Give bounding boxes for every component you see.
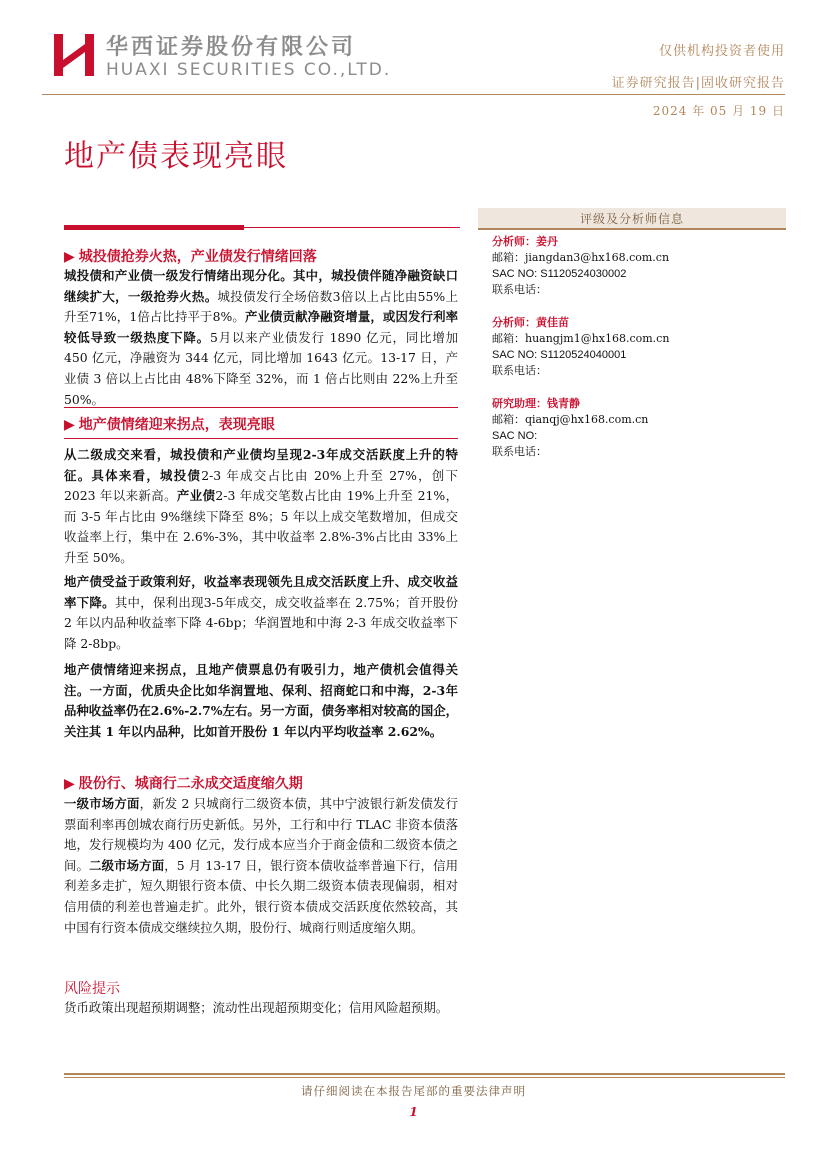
body-text: ，新发 2 只城商行二级资本债，其中宁波银行新发债发行票面利率再创城农商行历史新低。另外，工行和中行 TLAC 非资本债落地，发行规模均为 400 亿元，发行成本应当介于商金债和二级资本债之间。 bbox=[64, 796, 458, 873]
investor-notice: 仅供机构投资者使用 bbox=[658, 44, 785, 59]
emphasis-text: 二级市场方面 bbox=[89, 857, 165, 873]
company-name-en: HUAXI SECURITIES CO.,LTD. bbox=[106, 60, 392, 80]
emphasis-text: 城投债和产业债一级发行情绪出现分化。其中，城投债伴随净融资缺口继续扩大，一级抢券火热。 bbox=[64, 268, 458, 304]
report-type: 证券研究报告|固收研究报告 bbox=[611, 76, 785, 91]
header-divider bbox=[42, 94, 785, 95]
email-label: 邮箱： bbox=[492, 251, 525, 264]
page-number: 1 bbox=[409, 1105, 418, 1119]
paragraph bbox=[64, 266, 458, 410]
body-text: 2-3 年成交占比由 20%上升至 27%，创下 2023 年以来新高。 bbox=[64, 467, 458, 504]
body-text: 其中，保利出现3-5年成交，成交收益率在 2.75%；首开股份 2 年以内品种收益率下降 4-6bp；华润置地和中海 2-3 年成交收益率下降 2-8bp。 bbox=[64, 594, 458, 651]
title-accent-bar bbox=[64, 225, 244, 230]
section-divider bbox=[64, 407, 458, 408]
analyst-email[interactable]: qianqj@hx168.com.cn bbox=[525, 413, 649, 426]
paragraph bbox=[64, 794, 458, 938]
paragraph bbox=[64, 445, 458, 569]
analyst-name: 分析师：姜丹 bbox=[492, 235, 558, 248]
emphasis-text: 产业债 bbox=[176, 488, 216, 504]
analyst-email[interactable]: jiangdan3@hx168.com.cn bbox=[525, 251, 670, 264]
email-label: 邮箱： bbox=[492, 413, 525, 426]
emphasis-text: 地产债情绪迎来拐点，且地产债票息仍有吸引力，地产债机会值得关注。一方面，优质央企比如华润置地、保利、招商蛇口和中海，2-3年品种收益率仍在2.6%-2.7%左右。另一方面，债务率相对较高的国企，关注其 1 年以内品种，比如首开股份 1 年以内平均收益率 2.62%。 bbox=[64, 662, 458, 739]
phone-label: 联系电话： bbox=[492, 364, 547, 377]
risk-text: 货币政策出现超预期调整；流动性出现超预期变化；信用风险超预期。 bbox=[64, 1000, 449, 1015]
emphasis-text: 从二级成交来看，城投债和产业债均呈现2-3年成交活跃度上升的特征。具体来看，城投债 bbox=[64, 447, 458, 483]
body-text: 5月以来产业债发行 1890 亿元，同比增加 450 亿元，净融资为 344 亿元，同比增加 1643 亿元。13-17 日，产业债 3 倍以上占比由 48%下降至 32%，而 1 倍占比则由 22%上升至 50%。 bbox=[64, 329, 459, 407]
analyst-card bbox=[492, 234, 669, 298]
section-heading-2: ▶ 地产债情绪迎来拐点，表现亮眼 bbox=[64, 417, 275, 433]
emphasis-text: 产业债贡献净融资增量，或因发行利率较低导致一级热度下降。 bbox=[64, 309, 458, 345]
huaxi-logo-icon bbox=[52, 30, 96, 78]
section-heading-3: ▶ 股份行、城商行二永成交适度缩久期 bbox=[64, 776, 303, 792]
footer-divider-thin bbox=[64, 1077, 785, 1078]
footer-divider bbox=[64, 1073, 785, 1075]
email-label: 邮箱： bbox=[492, 332, 525, 345]
analyst-card bbox=[492, 396, 648, 460]
analyst-name: 分析师：黄佳苗 bbox=[492, 316, 569, 329]
section-divider bbox=[64, 438, 458, 439]
sac-number: SAC NO: bbox=[492, 430, 538, 442]
analyst-email[interactable]: huangjm1@hx168.com.cn bbox=[525, 332, 670, 345]
section-heading-1: ▶ 城投债抢券火热，产业债发行情绪回落 bbox=[64, 249, 317, 265]
body-text: 2-3 年成交笔数占比由 19%上升至 21%，而 3-5 年占比由 9%继续下降至 8%；5 年以上成交笔数增加，但成交收益率上行，集中在 2.6%-3%，其中收益率 2.8%-3%占比由 33%上升至 50%。 bbox=[64, 488, 458, 565]
sac-number: SAC NO: S1120524030002 bbox=[492, 268, 627, 280]
analyst-name: 研究助理：钱青静 bbox=[492, 397, 580, 410]
legal-disclaimer: 请仔细阅读在本报告尾部的重要法律声明 bbox=[301, 1084, 526, 1098]
company-name-cn: 华西证券股份有限公司 bbox=[106, 35, 357, 60]
arrow-icon: ▶ bbox=[64, 417, 75, 433]
phone-label: 联系电话： bbox=[492, 445, 547, 458]
sac-number: SAC NO: S1120524040001 bbox=[492, 349, 627, 361]
body-text: 城投债发行全场倍数3倍以上占比由55%上升至71%，1倍占比持平于8%。 bbox=[64, 288, 458, 325]
arrow-icon: ▶ bbox=[64, 249, 75, 265]
emphasis-text: 地产债受益于政策利好，收益率表现领先且成交活跃度上升、成交收益率下降。 bbox=[64, 574, 458, 610]
title-accent-line bbox=[244, 227, 460, 228]
phone-label: 联系电话： bbox=[492, 283, 547, 296]
report-title: 地产债表现亮眼 bbox=[64, 139, 288, 174]
analyst-card bbox=[492, 315, 669, 379]
body-text: ，5 月 13-17 日，银行资本债收益率普遍下行，信用利差多走扩，短久期银行资本债、中长久期二级资本债表现偏弱，相对信用债的利差也普遍走扩。此外，银行资本债成交活跃度依然较高，其中国有行资本债成交继续拉久期，股份行、城商行则适度缩久期。 bbox=[64, 857, 459, 935]
sidebar-title: 评级及分析师信息 bbox=[579, 212, 684, 226]
emphasis-text: 一级市场方面 bbox=[64, 796, 140, 811]
arrow-icon: ▶ bbox=[64, 776, 75, 792]
paragraph bbox=[64, 572, 458, 654]
report-date: 2024 年 05 月 19 日 bbox=[652, 104, 785, 118]
risk-title: 风险提示 bbox=[64, 981, 120, 997]
paragraph bbox=[64, 660, 458, 742]
